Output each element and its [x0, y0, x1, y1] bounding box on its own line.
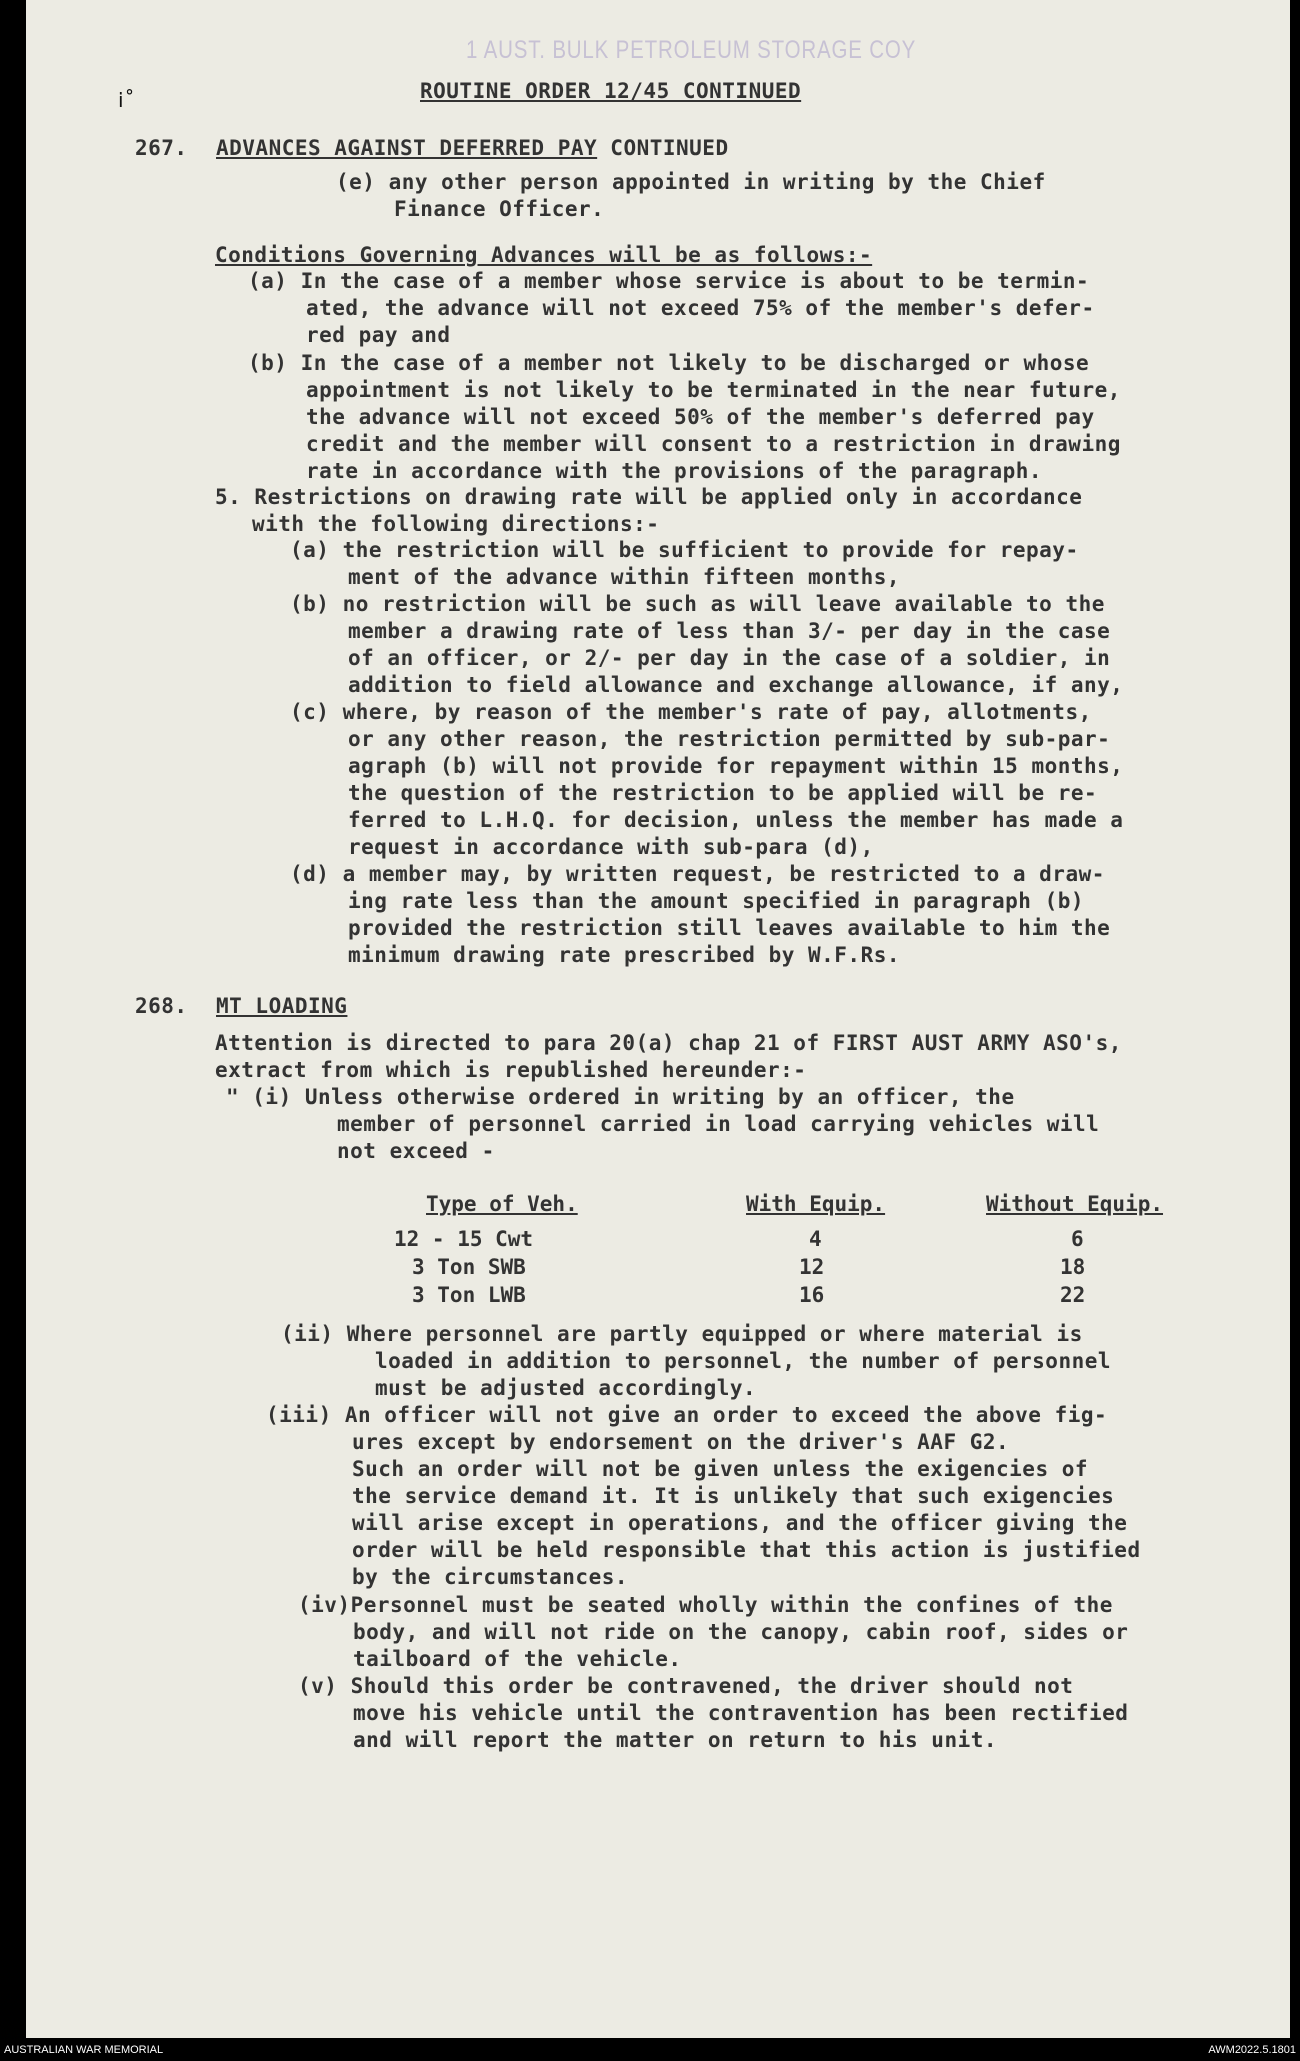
text-line: and will report the matter on return to his unit. — [353, 1728, 998, 1752]
text-line: appointment is not likely to be terminated in the near future, — [306, 378, 1121, 402]
text-line: Such an order will not be given unless the exigencies of — [352, 1457, 1089, 1481]
text-line: (iii) An officer will not give an order to exceed the above fig- — [266, 1403, 1108, 1427]
table-cell: 3 Ton SWB — [412, 1255, 526, 1279]
text-line: will arise except in operations, and the officer giving the — [352, 1511, 1128, 1535]
table-cell: 12 - 15 Cwt — [394, 1227, 534, 1251]
text-line: must be adjusted accordingly. — [375, 1376, 757, 1400]
table-header-with: With Equip. — [746, 1192, 886, 1216]
table-cell: 16 — [799, 1283, 825, 1307]
text-line: 5. Restrictions on drawing rate will be applied only in accordance — [215, 485, 1083, 509]
table-cell: 22 — [1060, 1283, 1086, 1307]
table-header-without: Without Equip. — [986, 1192, 1164, 1216]
text-line: (ii) Where personnel are partly equipped or where material is — [281, 1322, 1083, 1346]
text-line: provided the restriction still leaves available to him the — [348, 916, 1111, 940]
section-268-number: 268. — [135, 994, 188, 1018]
text-line: rate in accordance with the provisions of the paragraph. — [306, 459, 1043, 483]
text-line: not exceed - — [337, 1139, 495, 1163]
text-line: member of personnel carried in load carrying vehicles will — [337, 1112, 1100, 1136]
text-line: agraph (b) will not provide for repayment within 15 months, — [348, 754, 1124, 778]
footer-archive-name: AUSTRALIAN WAR MEMORIAL — [4, 2044, 164, 2056]
table-cell: 6 — [1071, 1227, 1084, 1251]
text-line: move his vehicle until the contravention has been rectified — [353, 1701, 1129, 1725]
text-line: (d) a member may, by written request, be restricted to a draw- — [290, 862, 1105, 886]
text-line: ing rate less than the amount specified in paragraph (b) — [348, 889, 1085, 913]
text-line: (a) the restriction will be sufficient to provide for repay- — [290, 538, 1079, 562]
unit-stamp: 1 AUST. BULK PETROLEUM STORAGE COY — [466, 36, 917, 64]
text-line: of an officer, or 2/- per day in the case of a soldier, in — [348, 646, 1111, 670]
text-line: minimum drawing rate prescribed by W.F.Rs. — [348, 943, 901, 967]
section-267-title: ADVANCES AGAINST DEFERRED PAY CONTINUED — [216, 136, 729, 160]
text-line: ated, the advance will not exceed 75% of the member's defer- — [306, 296, 1095, 320]
section-267-number: 267. — [135, 136, 188, 160]
text-line: loaded in addition to personnel, the number of personnel — [375, 1349, 1112, 1373]
text-line: (v) Should this order be contravened, the driver should not — [298, 1674, 1074, 1698]
document-page — [26, 0, 1290, 2038]
text-line: by the circumstances. — [352, 1565, 629, 1589]
page-heading: ROUTINE ORDER 12/45 CONTINUED — [420, 79, 802, 103]
text-line: addition to field allowance and exchange allowance, if any, — [348, 673, 1124, 697]
text-line: (a) In the case of a member whose service is about to be termin- — [248, 269, 1090, 293]
text-line: tailboard of the vehicle. — [353, 1647, 682, 1671]
text-line: the question of the restriction to be applied will be re- — [348, 781, 1098, 805]
section-268-title: MT LOADING — [216, 994, 348, 1018]
table-cell: 12 — [799, 1255, 825, 1279]
text-line: Attention is directed to para 20(a) chap 21 of FIRST AUST ARMY ASO's, — [215, 1031, 1122, 1055]
text-line: body, and will not ride on the canopy, cabin roof, sides or — [353, 1620, 1129, 1644]
table-cell: 4 — [809, 1227, 822, 1251]
text-line: extract from which is republished hereunder:- — [215, 1058, 807, 1082]
text-line: with the following directions:- — [252, 512, 660, 536]
text-line: ures except by endorsement on the driver's AAF G2. — [352, 1430, 1010, 1454]
text-line: " (i) Unless otherwise ordered in writing by an officer, the — [226, 1085, 1015, 1109]
text-line: order will be held responsible that this action is justified — [352, 1538, 1141, 1562]
table-cell: 18 — [1060, 1255, 1086, 1279]
text-line: the advance will not exceed 50% of the member's deferred pay — [306, 405, 1095, 429]
footer-accession-number: AWM2022.5.1801 — [1208, 2044, 1296, 2056]
text-line: Finance Officer. — [394, 197, 605, 221]
text-line: request in accordance with sub-para (d), — [348, 835, 874, 859]
text-line: (b) In the case of a member not likely to be discharged or whose — [248, 351, 1090, 375]
text-line: (e) any other person appointed in writing by the Chief — [336, 170, 1046, 194]
text-line: (b) no restriction will be such as will leave available to the — [290, 592, 1105, 616]
text-line: the service demand it. It is unlikely that such exigencies — [352, 1484, 1115, 1508]
table-cell: 3 Ton LWB — [412, 1283, 526, 1307]
text-line: or any other reason, the restriction permitted by sub-par- — [348, 727, 1111, 751]
table-header-type: Type of Veh. — [426, 1192, 578, 1216]
conditions-heading: Conditions Governing Advances will be as follows:- — [215, 243, 873, 267]
text-line: ferred to L.H.Q. for decision, unless the member has made a — [348, 808, 1124, 832]
text-line: (iv)Personnel must be seated wholly within the confines of the — [298, 1593, 1113, 1617]
text-line: credit and the member will consent to a restriction in drawing — [306, 432, 1121, 456]
text-line: red pay and — [306, 323, 451, 347]
text-line: (c) where, by reason of the member's rate of pay, allotments, — [290, 700, 1092, 724]
margin-mark: ⅰ˚ — [118, 88, 136, 112]
text-line: ment of the advance within fifteen months, — [348, 565, 901, 589]
text-line: member a drawing rate of less than 3/- per day in the case — [348, 619, 1111, 643]
